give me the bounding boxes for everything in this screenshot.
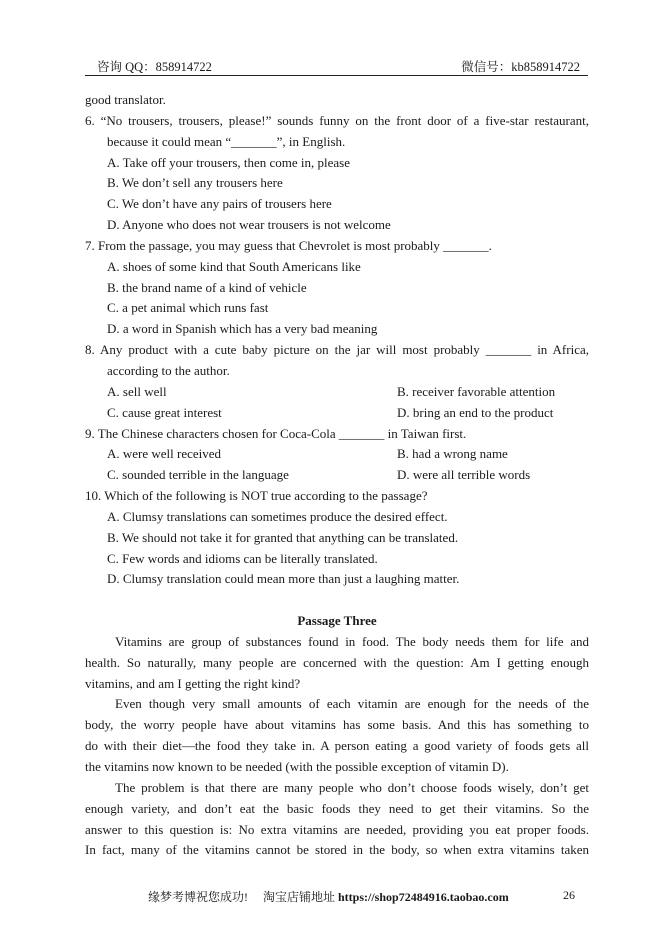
- paragraph-line: vitamins, and am I getting the right kind?: [85, 675, 301, 691]
- option: D. were all terrible words: [397, 467, 531, 483]
- passage-title: Passage Three: [297, 613, 377, 629]
- paragraph-line: the vitamins now known to be needed (with the possible exception of vitamin D).: [85, 759, 509, 774]
- option: A. shoes of some kind that South Americans like: [107, 258, 361, 274]
- option: A. Clumsy translations can sometimes produce the desired effect.: [107, 508, 448, 524]
- question-10: [85, 486, 589, 590]
- shop-link[interactable]: https://shop72484916.taobao.com: [338, 890, 509, 904]
- paragraph-line: Vitamins are group of substances found in food. The body needs them for life and: [115, 633, 589, 649]
- header-wechat: 微信号：kb858914722: [461, 60, 580, 74]
- option: A. sell well: [107, 383, 167, 399]
- paragraph-1: [85, 632, 589, 695]
- option: A. Take off your trousers, then come in, please: [107, 154, 351, 170]
- question-stem: 10. Which of the following is NOT true according to the passage?: [85, 488, 428, 504]
- option: D. a word in Spanish which has a very bad meaning: [107, 321, 378, 337]
- paragraph-line: do with their diet—the food they take in. A person eating a good variety of foods gets all: [85, 738, 589, 754]
- question-stem: 8. Any product with a cute baby picture on the jar will most probably _______ in Africa,: [85, 342, 589, 358]
- question-stem: according to the author.: [107, 362, 230, 378]
- option: D. Clumsy translation could mean more than just a laughing matter.: [107, 571, 460, 587]
- question-stem: 7. From the passage, you may guess that Chevrolet is most probably _______.: [85, 237, 492, 253]
- header-qq: 咨询 QQ：858914722: [97, 60, 212, 74]
- question-stem: 6. “No trousers, trousers, please!” sounds funny on the front door of a five-star restaurant,: [85, 112, 589, 128]
- intro-line: good translator.: [85, 92, 166, 107]
- option: D. bring an end to the product: [397, 404, 554, 420]
- paragraph-line: In fact, many of the vitamins cannot be stored in the body, so when extra vitamins taken: [85, 842, 589, 858]
- option: B. We should not take it for granted that anything can be translated.: [107, 529, 459, 545]
- page-number: 26: [563, 888, 575, 902]
- paragraph-line: Even though very small amounts of each vitamin are enough for the needs of the: [115, 696, 589, 712]
- paragraph-line: answer to this question is: No extra vitamins are needed, providing you eat proper foods.: [85, 821, 589, 837]
- option: C. cause great interest: [107, 404, 222, 420]
- paragraph-line: enough variety, and don’t eat the basic foods they need to get their vitamins. So the: [85, 800, 589, 816]
- option: A. were well received: [107, 446, 222, 462]
- option: C. We don’t have any pairs of trousers here: [107, 196, 332, 212]
- footer-text: 缘梦考博祝您成功! 淘宝店铺地址: [148, 890, 338, 904]
- question-7: [85, 236, 589, 340]
- paragraph-2: [85, 694, 589, 777]
- option: B. had a wrong name: [397, 446, 508, 462]
- question-9: [85, 424, 589, 487]
- option: C. a pet animal which runs fast: [107, 300, 269, 316]
- question-6: [85, 111, 589, 236]
- paragraph-line: health. So naturally, many people are concerned with the question: Am I getting enough: [85, 654, 589, 670]
- question-8: [85, 340, 589, 423]
- option: B. the brand name of a kind of vehicle: [107, 279, 307, 295]
- option: D. Anyone who does not wear trousers is not welcome: [107, 217, 391, 233]
- page-header: [85, 56, 588, 76]
- option: B. receiver favorable attention: [397, 383, 556, 399]
- question-stem: 9. The Chinese characters chosen for Coca-Cola _______ in Taiwan first.: [85, 425, 467, 441]
- page-body: [85, 90, 589, 861]
- paragraph-3: [85, 778, 589, 861]
- page-footer: [85, 888, 589, 905]
- question-stem: because it could mean “_______”, in English.: [107, 133, 346, 149]
- paragraph-line: body, the worry people have about vitamins has some basis. And this has something to: [85, 717, 589, 733]
- option: C. sounded terrible in the language: [107, 467, 289, 483]
- option: C. Few words and idioms can be literally translated.: [107, 550, 378, 566]
- paragraph-line: The problem is that there are many people who don’t choose foods wisely, don’t get: [115, 779, 589, 795]
- option: B. We don’t sell any trousers here: [107, 175, 283, 191]
